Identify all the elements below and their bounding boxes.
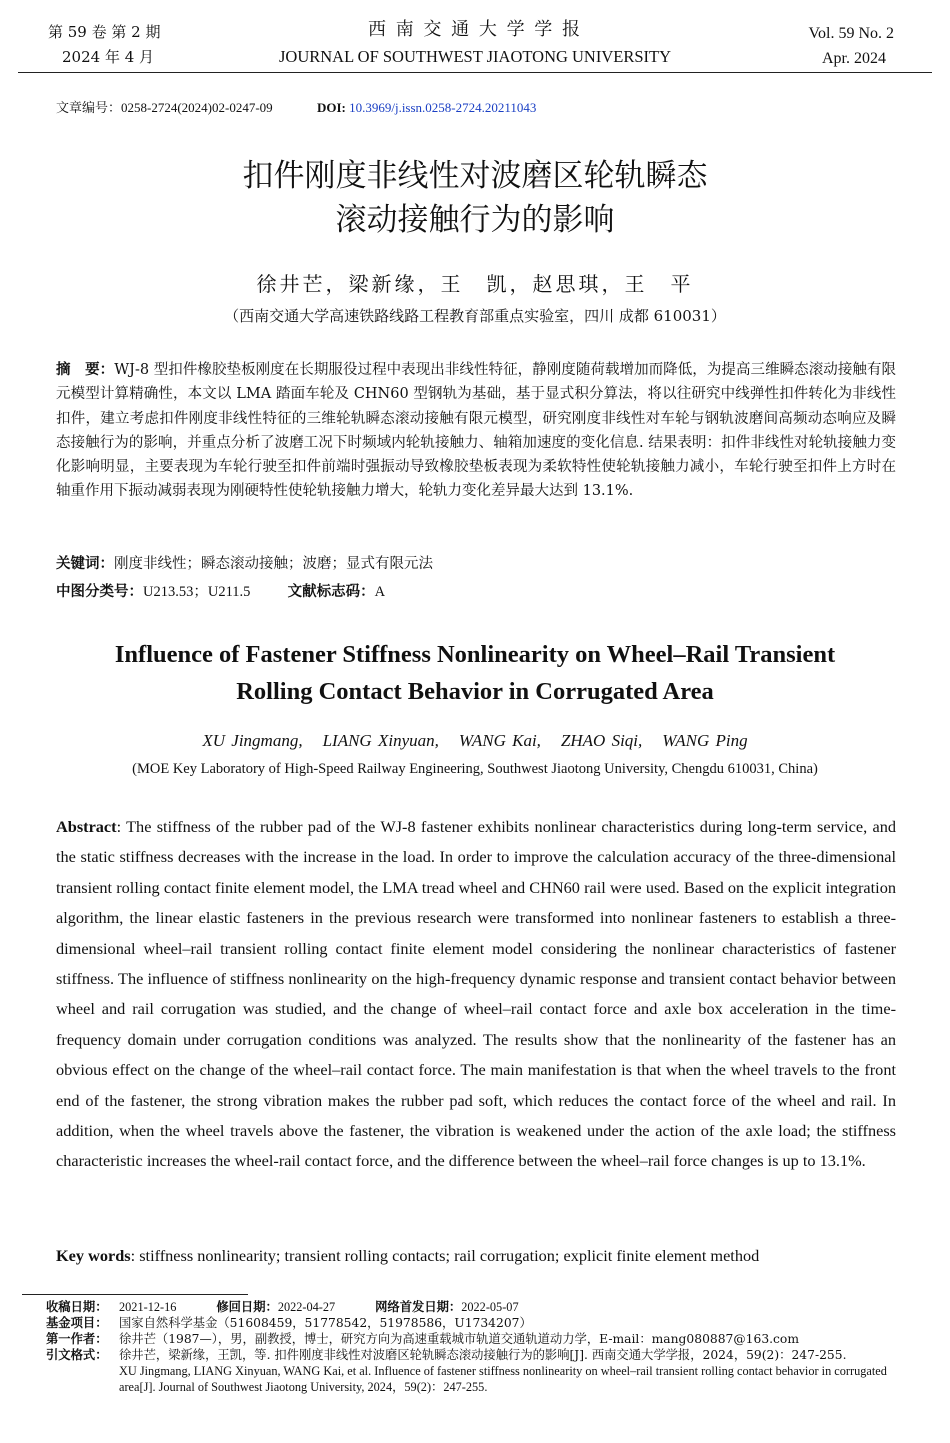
keywords-en-text: : stiffness nonlinearity; transient rolling contacts; rail corrugation; explicit finite element method [130, 1246, 760, 1265]
affiliation-en: (MOE Key Laboratory of High-Speed Railway Engineering, Southwest Jiaotong University, Chengdu 610031, China) [132, 761, 818, 777]
received-date: 2021-12-16 [119, 1300, 177, 1314]
keywords-cn-text: 刚度非线性；瞬态滚动接触；波磨；显式有限元法 [114, 556, 433, 572]
footnote-fund [46, 1315, 904, 1331]
keywords-en-label: Key words [56, 1246, 131, 1265]
cite-cn: 徐井芒，梁新缘，王凯，等. 扣件刚度非线性对波磨区轮轨瞬态滚动接触行为的影响[J]. 西南交通大学学报，2024，59(2)：247-255. [119, 1348, 847, 1362]
volume-issue-en: Vol. 59 No. 2 [808, 25, 894, 42]
cite-label: 引文格式： [46, 1348, 108, 1362]
abstract-cn-text: WJ-8 型扣件橡胶垫板刚度在长期服役过程中表现出非线性特征，静刚度随荷载增加而降低，为提高三维瞬态滚动接触有限元模型计算精确性，本文以 LMA 踏面车轮及 CHN60 型钢轨为基础，基于显式积分算法，将以往研究中线弹性扣件转化为非线性扣件，建立考虑扣件刚度非线性特征的三维轮轨瞬态滚动接触有限元模型，研究刚度非线性对车轮与钢轨波磨间高频动态响应及瞬态接触行为的影响，并重点分析了波磨工况下时频域内轮轨接触力、轴箱加速度的变化信息. 结果表明：扣件非线性对轮轨接触力变化影响明显，主要表现为车轮行驶至扣件前端时强振动导致橡胶垫板表现为柔软特性使轮轨接触力减小，车轮行驶至扣件上方时在轴重作用下振动减弱表现为刚硬特性使轮轨接触力增大，轮轨力变化差异最大达到 13.1%. [56, 362, 897, 500]
revised-date: 2022-04-27 [277, 1300, 336, 1314]
classification [56, 580, 385, 601]
title-en-line2: Rolling Contact Behavior in Corrugated Area [236, 678, 714, 705]
online-date: 2022-05-07 [461, 1300, 519, 1314]
doi-label: DOI: [316, 100, 350, 115]
date-cn: 2024 年 4 月 [62, 48, 155, 66]
author-en: WANG Ping [662, 731, 748, 750]
header-rule [18, 72, 932, 73]
author-label: 第一作者： [46, 1332, 108, 1346]
author-en: ZHAO Siqi, [560, 731, 643, 750]
abstract-en-label: Abstract [56, 817, 117, 836]
journal-name-en: JOURNAL OF SOUTHWEST JIAOTONG UNIVERSITY [278, 47, 672, 66]
article-no-label: 文章编号： [56, 101, 122, 116]
abstract-cn [56, 358, 896, 504]
author-en: WANG Kai, [458, 731, 541, 750]
affiliation-cn: （西南交通大学高速铁路线路工程教育部重点实验室，四川 成都 610031） [224, 307, 726, 325]
footnote-rule [22, 1294, 248, 1295]
footnote-dates [46, 1299, 904, 1315]
keywords-en [56, 1246, 759, 1266]
title-cn-line2: 滚动接触行为的影响 [335, 202, 615, 238]
fund-text: 国家自然科学基金（51608459，51778542，51978586，U1734207） [119, 1316, 532, 1330]
cite-en: XU Jingmang, LIANG Xinyuan, WANG Kai, et al. Influence of fastener stiffness nonlinearity on wheel–rail transient rolling contact behavior in corrugated area[J]. Journal of Southwest Jiaotong University, 2024，59(2)：247-255. [119, 1364, 887, 1394]
abstract-en-text: : The stiffness of the rubber pad of the WJ-8 fastener exhibits nonlinear characteristics during long-term service, and the static stiffness decreases with the increase in the load. In order to improve the calculation accuracy of the three-dimensional transient rolling contact finite element model, the LMA tread wheel and CHN60 rail were used. Based on the explicit integration algorithm, the linear elastic fasteners in the previous research were transformed into nonlinear fasteners to establish a three-dimensional wheel–rail transient rolling contact finite element model considering the nonlinear characteristics of fastener stiffness. The influence of stiffness nonlinearity on the high-frequency dynamic response and transient contact behavior between wheel and rail corrugation was studied, and the change of wheel–rail contact force and axle box acceleration in the time-frequency domain under corrugation conditions was analyzed. The results show that the nonlinearity of the fastener has an obvious effect on the change of the wheel–rail contact force. The main manifestation is that when the wheel travels to the front end of the fastener, the strong vibration makes the rubber pad soft, which reduces the contact force of the wheel and rail. In addition, when the wheel travels above the fastener, the vibration is weakened under the action of the axle load; the stiffness characteristic increases the wheel-rail contact force, and the difference between the wheel–rail force changes is up to 13.1%. [56, 817, 896, 1171]
received-label: 收稿日期： [46, 1300, 108, 1314]
authors-en [0, 731, 950, 751]
doc-code: A [374, 584, 386, 600]
volume-issue-cn: 第 59 卷 第 2 期 [48, 23, 161, 41]
fund-label: 基金项目： [46, 1316, 108, 1330]
footnote-author [46, 1331, 904, 1347]
doc-code-label: 文献标志码： [287, 584, 375, 600]
clc-code: U213.53；U211.5 [143, 584, 251, 600]
abstract-en [56, 812, 896, 1177]
author-text: 徐井芒（1987—），男，副教授，博士，研究方向为高速重载城市轨道交通轨道动力学，E-mail：mang080887@163.com [119, 1332, 799, 1346]
date-en: Apr. 2024 [822, 50, 886, 67]
abstract-cn-label: 摘 要： [56, 362, 115, 378]
author-en: XU Jingmang, [202, 731, 303, 750]
footnote [46, 1299, 904, 1395]
title-cn-line1: 扣件刚度非线性对波磨区轮轨瞬态 [242, 158, 708, 194]
article-no: 0258-2724(2024)02-0247-09 [121, 100, 273, 115]
author-en: LIANG Xinyuan, [322, 731, 439, 750]
keywords-cn [56, 552, 433, 573]
revised-label: 修回日期： [216, 1300, 278, 1314]
online-label: 网络首发日期： [375, 1300, 462, 1314]
clc-label: 中图分类号： [56, 584, 143, 600]
title-en-line1: Influence of Fastener Stiffness Nonlinearity on Wheel–Rail Transient [114, 641, 836, 668]
authors-cn: 徐井芒，梁新缘，王 凯，赵思琪，王 平 [256, 272, 694, 296]
journal-name-cn: 西 南 交 通 大 学 学 报 [367, 19, 583, 40]
keywords-cn-label: 关键词： [56, 556, 114, 572]
article-meta [56, 97, 536, 116]
doi-link[interactable]: 10.3969/j.issn.0258-2724.20211043 [349, 100, 537, 115]
footnote-cite [46, 1347, 904, 1363]
